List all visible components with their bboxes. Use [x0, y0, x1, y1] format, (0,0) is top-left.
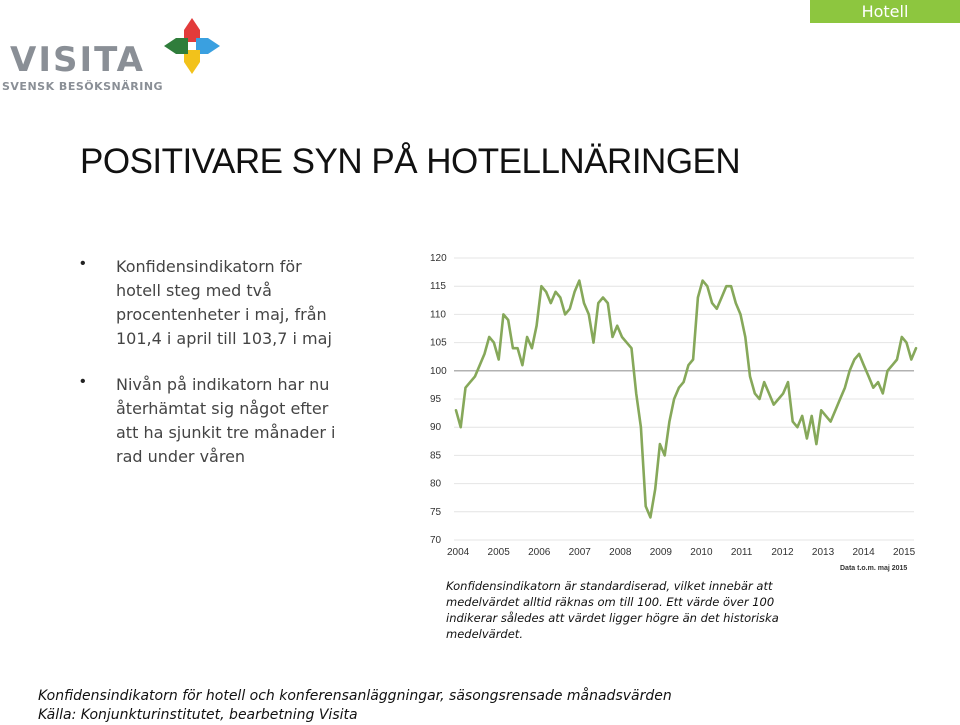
x-tick-label: 2004	[447, 547, 470, 558]
page-title: POSITIVARE SYN PÅ HOTELLNÄRINGEN	[80, 142, 741, 181]
y-tick-label: 100	[430, 365, 447, 377]
bullet-dot-icon: •	[80, 255, 86, 272]
bullet-text: Nivån på indikatorn har nu återhämtat sig något efter att ha sjunkit tre månader i rad under våren	[116, 375, 336, 466]
source-note	[38, 687, 672, 725]
source-line-credit: Källa: Konjunkturinstitutet, bearbetning Visita	[38, 707, 358, 723]
x-tick-label: 2015	[893, 547, 916, 558]
source-line-description: Konfidensindikatorn för hotell och konferensanläggningar, säsongsrensade månadsvärden	[38, 688, 672, 704]
y-tick-label: 120	[430, 253, 447, 264]
visita-logo	[0, 14, 230, 93]
y-tick-label: 110	[430, 309, 446, 321]
logo-name: VISITA	[10, 40, 145, 80]
bullet-item	[80, 373, 380, 469]
x-tick-label: 2008	[609, 547, 632, 558]
x-tick-label: 2013	[811, 547, 835, 558]
bullet-dot-icon: •	[80, 373, 86, 390]
bullet-text: Konfidensindikatorn för hotell steg med två procentenheter i maj, från 101,4 i april till 103,7 i maj	[116, 257, 332, 348]
y-tick-label: 95	[430, 394, 442, 405]
y-tick-label: 90	[430, 422, 442, 434]
x-tick-label: 2006	[528, 547, 551, 558]
x-tick-label: 2014	[852, 547, 875, 558]
chart-caption: Konfidensindikatorn är standardiserad, vilket innebär att medelvärdet alltid räknas om till 100. Ett värde över 100 indikerar således att värdet ligger högre än det historiska medelvärdet.	[446, 579, 779, 641]
bullet-item	[80, 255, 380, 351]
x-tick-label: 2009	[649, 547, 672, 558]
x-tick-label: 2005	[487, 547, 510, 558]
x-tick-label: 2007	[568, 547, 591, 558]
bullet-list	[80, 255, 380, 491]
x-tick-label: 2012	[771, 547, 794, 558]
section-tag: Hotell	[810, 0, 960, 23]
y-tick-label: 115	[430, 281, 446, 293]
y-tick-label: 70	[430, 535, 442, 546]
logo-subtitle: SVENSK BESÖKSNÄRING	[2, 80, 164, 93]
x-tick-label: 2010	[690, 547, 713, 558]
chart-data-note: Data t.o.m. maj 2015	[840, 565, 908, 572]
y-tick-label: 105	[430, 337, 447, 349]
y-tick-label: 75	[430, 506, 442, 518]
x-tick-label: 2011	[730, 547, 753, 558]
y-tick-label: 85	[430, 450, 442, 462]
y-tick-label: 80	[430, 478, 442, 490]
confidence-indicator-chart	[418, 248, 918, 578]
